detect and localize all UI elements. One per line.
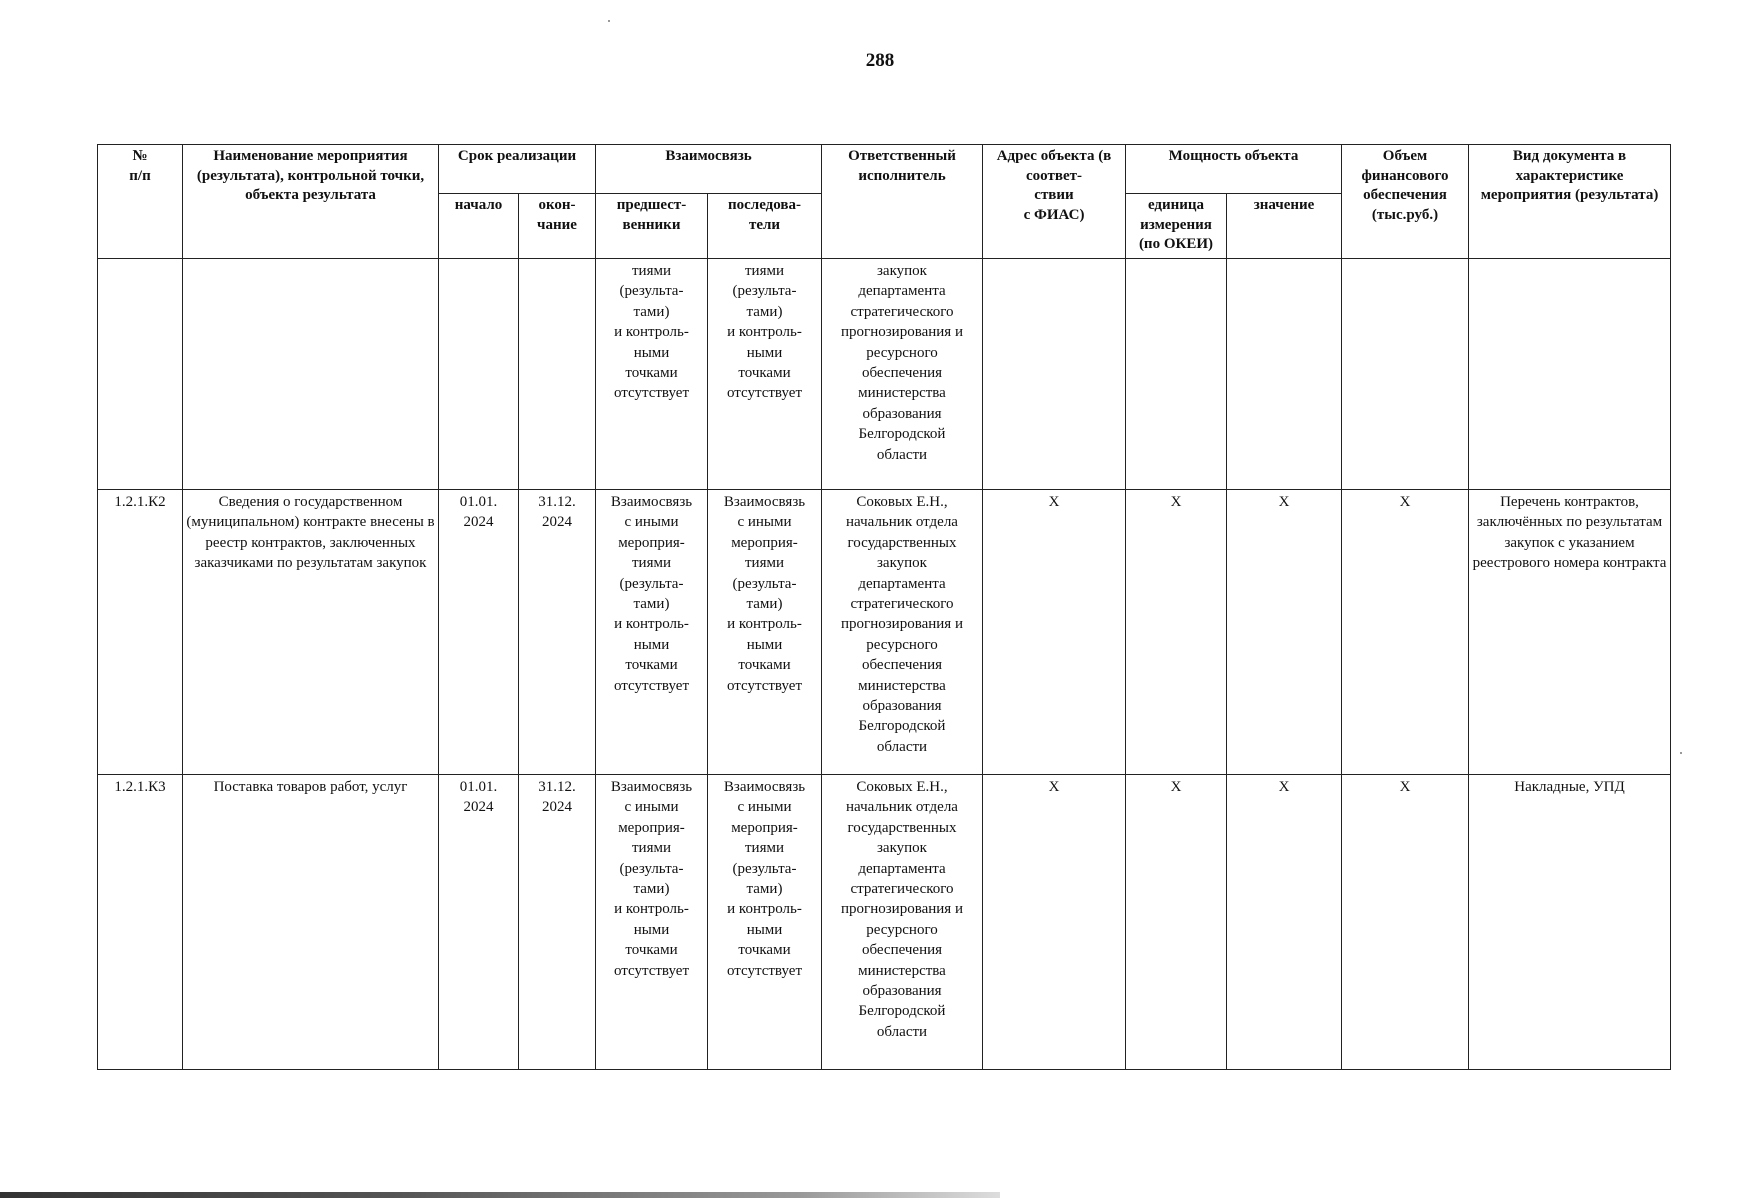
- cell-finance: [1342, 259, 1469, 490]
- cell-start: 01.01. 2024: [439, 490, 519, 775]
- cell-unit: X: [1126, 490, 1227, 775]
- header-doc-type: Вид документа в характеристике мероприятия (результата): [1469, 145, 1671, 259]
- header-finance: Объем финансового обеспечения (тыс.руб.): [1342, 145, 1469, 259]
- header-capacity: Мощность объекта: [1126, 145, 1342, 194]
- header-term-end: окон- чание: [519, 194, 596, 259]
- cell-end: 31.12. 2024: [519, 775, 596, 1070]
- table-row: [98, 775, 1671, 1070]
- cell-start: 01.01. 2024: [439, 775, 519, 1070]
- cell-responsible: закупок департамента стратегического прогнозирования и ресурсного обеспечения министерства образования Белгородской области: [822, 259, 983, 490]
- cell-value: X: [1227, 775, 1342, 1070]
- cell-name: Поставка товаров работ, услуг: [183, 775, 439, 1070]
- cell-doc: Перечень контрактов, заключённых по результатам закупок с указанием реестрового номера контракта: [1469, 490, 1671, 775]
- cell-end: [519, 259, 596, 490]
- header-num: № п/п: [98, 145, 183, 259]
- header-term-start: начало: [439, 194, 519, 259]
- cell-responsible: Соковых Е.Н., начальник отдела государственных закупок департамента стратегического прогнозирования и ресурсного обеспечения министерства образования Белгородской области: [822, 490, 983, 775]
- header-row-1: [98, 145, 1671, 194]
- table-row: [98, 490, 1671, 775]
- cell-num: 1.2.1.К3: [98, 775, 183, 1070]
- cell-succ: тиями (результа- тами) и контроль- ными точками отсутствует: [708, 259, 822, 490]
- table-row-continuation: [98, 259, 1671, 490]
- cell-address: [983, 259, 1126, 490]
- cell-start: [439, 259, 519, 490]
- cell-responsible: Соковых Е.Н., начальник отдела государственных закупок департамента стратегического прогнозирования и ресурсного обеспечения министерства образования Белгородской области: [822, 775, 983, 1070]
- cell-pred: Взаимосвязь с иными мероприя- тиями (результа- тами) и контроль- ными точками отсутствует: [596, 490, 708, 775]
- cell-doc: [1469, 259, 1671, 490]
- page-number: 288: [865, 50, 895, 71]
- header-link-pred: предшест- венники: [596, 194, 708, 259]
- cell-address: X: [983, 490, 1126, 775]
- cell-name: Сведения о государственном (муниципальном) контракте внесены в реестр контрактов, заключенных заказчиками по результатам закупок: [183, 490, 439, 775]
- cell-pred: тиями (результа- тами) и контроль- ными точками отсутствует: [596, 259, 708, 490]
- cell-unit: X: [1126, 775, 1227, 1070]
- cell-unit: [1126, 259, 1227, 490]
- cell-name: [183, 259, 439, 490]
- cell-finance: X: [1342, 490, 1469, 775]
- cell-finance: X: [1342, 775, 1469, 1070]
- header-responsible: Ответственный исполнитель: [822, 145, 983, 259]
- cell-value: [1227, 259, 1342, 490]
- cell-doc: Накладные, УПД: [1469, 775, 1671, 1070]
- cell-succ: Взаимосвязь с иными мероприя- тиями (результа- тами) и контроль- ными точками отсутствует: [708, 775, 822, 1070]
- cell-num: [98, 259, 183, 490]
- cell-end: 31.12. 2024: [519, 490, 596, 775]
- header-address: Адрес объекта (в соответ- ствии с ФИАС): [983, 145, 1126, 259]
- cell-num: 1.2.1.К2: [98, 490, 183, 775]
- header-name: Наименование мероприятия (результата), контрольной точки, объекта результата: [183, 145, 439, 259]
- header-link: Взаимосвязь: [596, 145, 822, 194]
- scan-speck: [608, 20, 610, 22]
- header-capacity-value: значение: [1227, 194, 1342, 259]
- cell-address: X: [983, 775, 1126, 1070]
- cell-value: X: [1227, 490, 1342, 775]
- scan-edge-bar: [0, 1192, 1000, 1198]
- header-link-succ: последова- тели: [708, 194, 822, 259]
- cell-pred: Взаимосвязь с иными мероприя- тиями (результа- тами) и контроль- ными точками отсутствует: [596, 775, 708, 1070]
- scan-speck: [1680, 752, 1682, 754]
- header-term: Срок реализации: [439, 145, 596, 194]
- header-capacity-unit: единица измерения (по ОКЕИ): [1126, 194, 1227, 259]
- cell-succ: Взаимосвязь с иными мероприя- тиями (результа- тами) и контроль- ными точками отсутствует: [708, 490, 822, 775]
- activities-table: [97, 144, 1671, 1070]
